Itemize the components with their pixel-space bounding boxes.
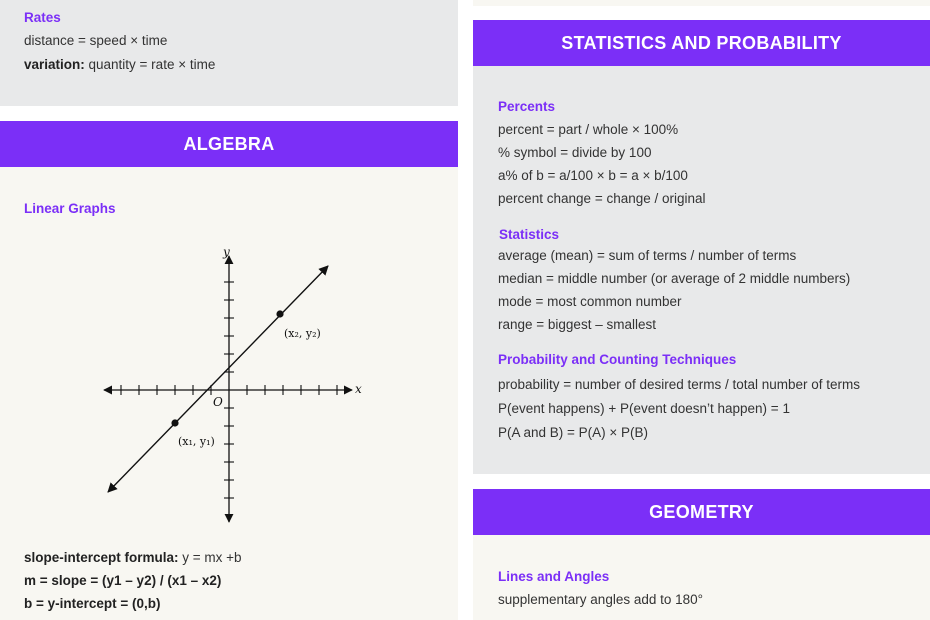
point-1-label: (x₁, y₁) (178, 435, 215, 448)
percent-symbol: % symbol = divide by 100 (498, 145, 652, 160)
percent-formula: percent = part / whole × 100% (498, 122, 679, 137)
supplementary-angles: supplementary angles add to 180° (498, 592, 704, 607)
slope-intercept-formula (24, 550, 242, 565)
percent-change: percent change = change / original (498, 191, 706, 206)
linear-graphs-title: Linear Graphs (24, 201, 116, 216)
slope-definition: m = slope = (y1 – y2) / (x1 – x2) (24, 573, 222, 588)
point-2 (276, 310, 283, 317)
linear-graph (90, 242, 390, 532)
mode-formula: mode = most common number (498, 294, 682, 309)
percent-of: a% of b = a/100 × b = a × b/100 (498, 168, 688, 183)
origin-label: O (213, 395, 223, 409)
rates-panel (0, 0, 458, 106)
formula-label: slope-intercept formula: (24, 550, 179, 565)
x-axis-label: x (355, 382, 362, 396)
geometry-header: GEOMETRY (473, 489, 930, 535)
probability-formula: probability = number of desired terms / total number of terms (498, 377, 861, 392)
lines-angles-title: Lines and Angles (498, 569, 610, 584)
variation-text: quantity = rate × time (84, 57, 216, 72)
formula-text: y = mx +b (178, 550, 242, 565)
median-formula: median = middle number (or average of 2 middle numbers) (498, 271, 851, 286)
percents-title: Percents (498, 99, 556, 114)
algebra-panel (0, 167, 458, 620)
rates-distance-formula: distance = speed × time (24, 33, 168, 48)
event-complement: P(event happens) + P(event doesn’t happen) = 1 (498, 401, 790, 416)
graph-line (108, 266, 328, 492)
point-2-label: (x₂, y₂) (284, 327, 321, 340)
rates-title: Rates (24, 10, 61, 25)
statistics-title: Statistics (499, 227, 560, 242)
statistics-header: STATISTICS AND PROBABILITY (473, 20, 930, 66)
intercept-definition: b = y-intercept = (0,b) (24, 596, 161, 611)
point-1 (171, 419, 178, 426)
range-formula: range = biggest – smallest (498, 317, 656, 332)
y-axis-label: y (223, 245, 230, 259)
and-rule: P(A and B) = P(A) × P(B) (498, 425, 649, 440)
probability-title: Probability and Counting Techniques (498, 352, 737, 367)
mean-formula: average (mean) = sum of terms / number of terms (498, 248, 797, 263)
top-strip (473, 0, 930, 6)
variation-label: variation: (24, 57, 85, 72)
statistics-panel (473, 66, 930, 474)
algebra-header: ALGEBRA (0, 121, 458, 167)
rates-variation-formula (24, 57, 215, 72)
geometry-panel (473, 535, 930, 620)
